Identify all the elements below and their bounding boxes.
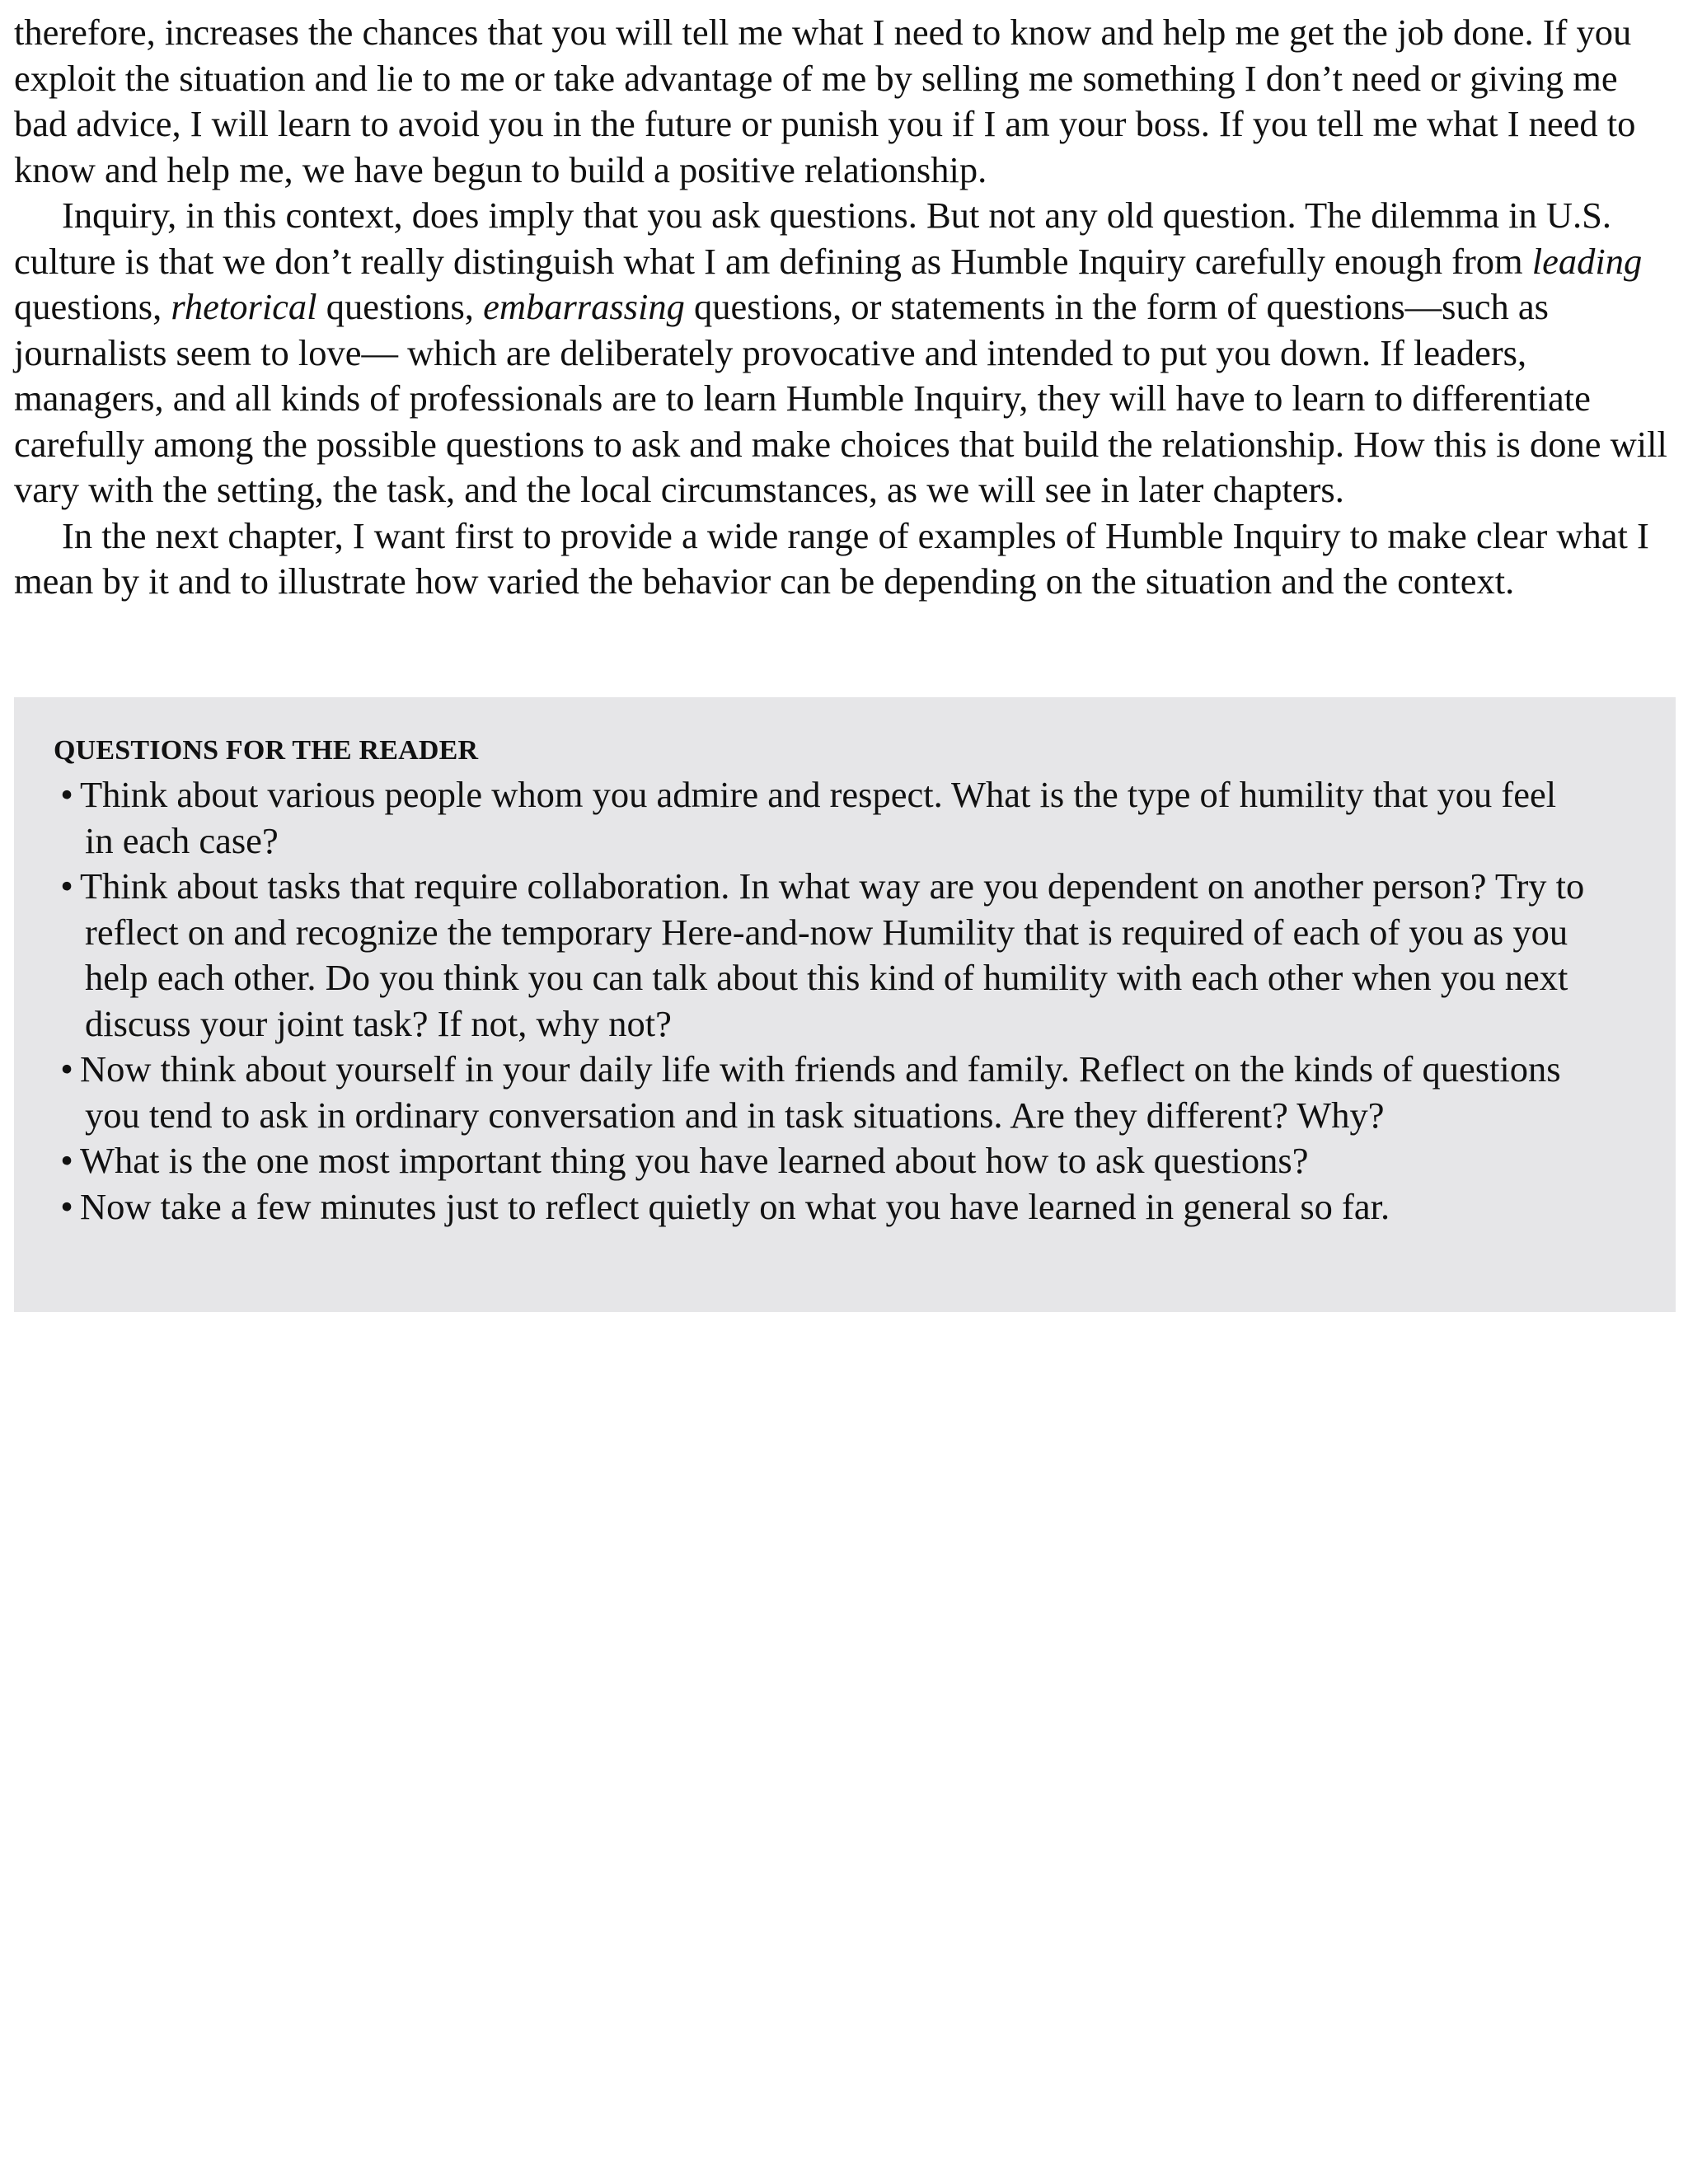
- italic-embarrassing: embarrassing: [483, 286, 685, 327]
- italic-leading: leading: [1531, 240, 1643, 282]
- list-item: [54, 1047, 1626, 1138]
- question-text: What is the one most important thing you have learned about how to ask questions?: [80, 1140, 1309, 1181]
- question-text: Think about various people whom you admire and respect. What is the type of humility that you feel in each case?: [80, 774, 1557, 861]
- bullet-icon: •: [60, 1185, 73, 1227]
- list-item: [54, 772, 1626, 864]
- paragraph-2: [14, 193, 1679, 513]
- paragraph-2-part-3: questions,: [316, 286, 484, 327]
- question-text: Think about tasks that require collaboration. In what way are you dependent on another person? Try to reflect on and recognize the temporary Here-and-now Humility that is required of each of you as you help each other. Do you think you can talk about this kind of humility with each other when you next discuss your joint task? If not, why not?: [80, 865, 1585, 1044]
- list-item: [54, 864, 1626, 1047]
- paragraph-2-part-2: questions,: [14, 286, 171, 327]
- bullet-icon: •: [60, 865, 73, 907]
- page-body: [14, 10, 1679, 605]
- paragraph-2-part-1: Inquiry, in this context, does imply that you ask questions. But not any old question. The dilemma in U.S. culture is that we don’t really distinguish what I am defining as Humble Inquiry carefully enough from: [14, 194, 1611, 282]
- list-item: [54, 1184, 1626, 1230]
- italic-rhetorical: rhetorical: [171, 286, 317, 327]
- sidebar-heading: QUESTIONS FOR THE READER: [54, 735, 479, 766]
- bullet-icon: •: [60, 1140, 73, 1181]
- paragraph-2-part-4: questions, or statements in the form of questions—such as journalists seem to love— which are deliberately provocative and intended to put you down. If leaders, managers, and all kinds of professionals are to learn Humble Inquiry, they will have to learn to differentiate carefully among the possible questions to ask and make choices that build the relationship. How this is done will vary with the setting, the task, and the local circumstances, as we will see in later chapters.: [14, 286, 1667, 510]
- question-text: Now think about yourself in your daily life with friends and family. Reflect on the kinds of questions you tend to ask in ordinary conversation and in task situations. Are they different? Why?: [80, 1048, 1561, 1136]
- list-item: [54, 1138, 1626, 1184]
- paragraph-1: therefore, increases the chances that you will tell me what I need to know and help me get the job done. If you exploit the situation and lie to me or take advantage of me by selling me something I don’t need or giving me bad advice, I will learn to avoid you in the future or punish you if I am your boss. If you tell me what I need to know and help me, we have begun to build a positive relationship.: [14, 12, 1636, 190]
- questions-sidebar: [14, 697, 1676, 1312]
- question-text: Now take a few minutes just to reflect quietly on what you have learned in general so far.: [80, 1185, 1390, 1227]
- bullet-icon: •: [60, 774, 73, 815]
- question-list: [54, 772, 1626, 1230]
- bullet-icon: •: [60, 1048, 73, 1090]
- paragraph-3: In the next chapter, I want first to provide a wide range of examples of Humble Inquiry to make clear what I mean by it and to illustrate how varied the behavior can be depending on the situation and the context.: [14, 514, 1649, 602]
